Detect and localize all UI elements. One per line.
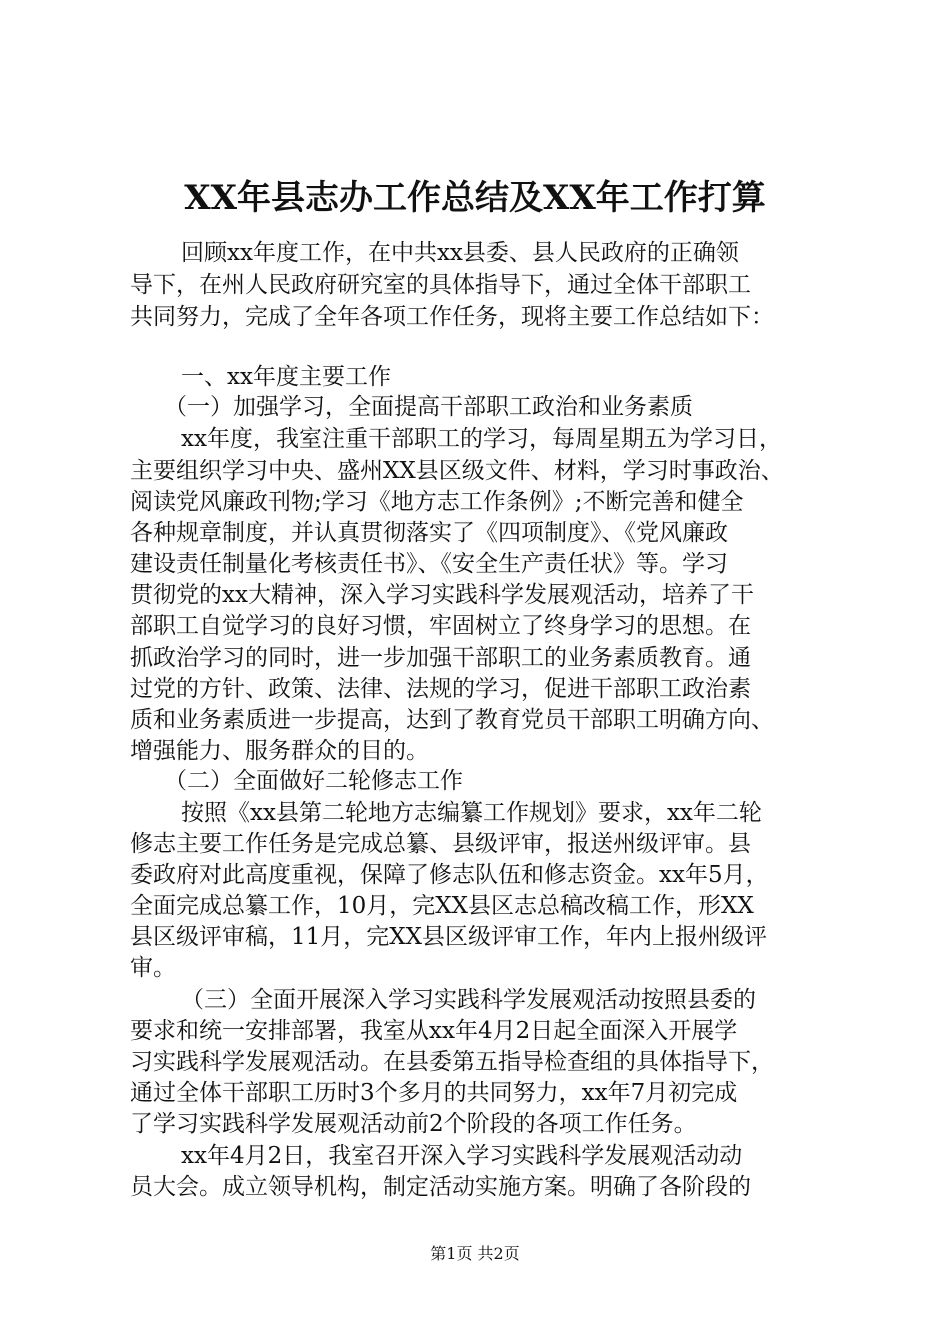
text-line: 导下，在州人民政府研究室的具体指导下，通过全体干部职工 — [130, 272, 751, 298]
text-line: xx年4月2日，我室召开深入学习实践科学发展观活动动 — [181, 1143, 743, 1169]
text-line: 贯彻党的xx大精神，深入学习实践科学发展观活动，培养了干 — [130, 582, 754, 608]
text-line: 主要组织学习中央、盛州XX县区级文件、材料，学习时事政治、 — [130, 458, 784, 484]
text-line: 各种规章制度，并认真贯彻落实了《四项制度》、《党风廉政 — [130, 520, 728, 546]
text-line: xx年度，我室注重干部职工的学习，每周星期五为学习日， — [181, 426, 782, 452]
text-line: 抓政治学习的同时，进一步加强干部职工的业务素质教育。通 — [130, 645, 751, 671]
text-line: 增强能力、服务群众的目的。 — [130, 738, 429, 764]
text-line: 了学习实践科学发展观活动前2个阶段的各项工作任务。 — [130, 1111, 697, 1137]
text-line: 质和业务素质进一步提高，达到了教育党员干部职工明确方向、 — [130, 707, 774, 733]
text-line: 全面完成总纂工作，10月，完XX县区志总稿改稿工作，形XX — [130, 893, 754, 919]
subsection-heading: （二）全面做好二轮修志工作 — [164, 768, 463, 794]
text-line: 审。 — [130, 955, 176, 981]
section-heading: 一、xx年度主要工作 — [181, 364, 391, 390]
text-line: 共同努力，完成了全年各项工作任务，现将主要工作总结如下： — [130, 304, 774, 330]
text-line: 阅读党风廉政刊物;学习《地方志工作条例》;不断完善和健全 — [130, 489, 744, 515]
text-line: 按照《xx县第二轮地方志编纂工作规划》要求，xx年二轮 — [181, 800, 762, 826]
text-line: 回顾xx年度工作，在中共xx县委、县人民政府的正确领 — [181, 240, 739, 266]
subsection-heading: （三）全面开展深入学习实践科学发展观活动按照县委的 — [181, 987, 756, 1013]
text-line: 员大会。成立领导机构，制定活动实施方案。明确了各阶段的 — [130, 1174, 751, 1200]
text-line: 部职工自觉学习的良好习惯，牢固树立了终身学习的思想。在 — [130, 613, 751, 639]
text-line: 建设责任制量化考核责任书》、《安全生产责任状》等。学习 — [130, 551, 728, 577]
text-line: 习实践科学发展观活动。在县委第五指导检查组的具体指导下， — [130, 1049, 774, 1075]
text-line: 通过全体干部职工历时3个多月的共同努力，xx年7月初完成 — [130, 1080, 738, 1106]
text-line: 要求和统一安排部署，我室从xx年4月2日起全面深入开展学 — [130, 1018, 738, 1044]
subsection-heading: （一）加强学习，全面提高干部职工政治和业务素质 — [164, 394, 693, 420]
text-line: 县区级评审稿，11月，完XX县区级评审工作，年内上报州级评 — [130, 924, 768, 950]
document-title: XX年县志办工作总结及XX年工作打算 — [184, 178, 766, 218]
text-line: 过党的方针、政策、法律、法规的学习，促进干部职工政治素 — [130, 676, 751, 702]
text-line: 修志主要工作任务是完成总纂、县级评审，报送州级评审。县 — [130, 831, 751, 857]
page-number: 第1页 共2页 — [430, 1244, 520, 1263]
text-line: 委政府对此高度重视，保障了修志队伍和修志资金。xx年5月， — [130, 862, 769, 888]
